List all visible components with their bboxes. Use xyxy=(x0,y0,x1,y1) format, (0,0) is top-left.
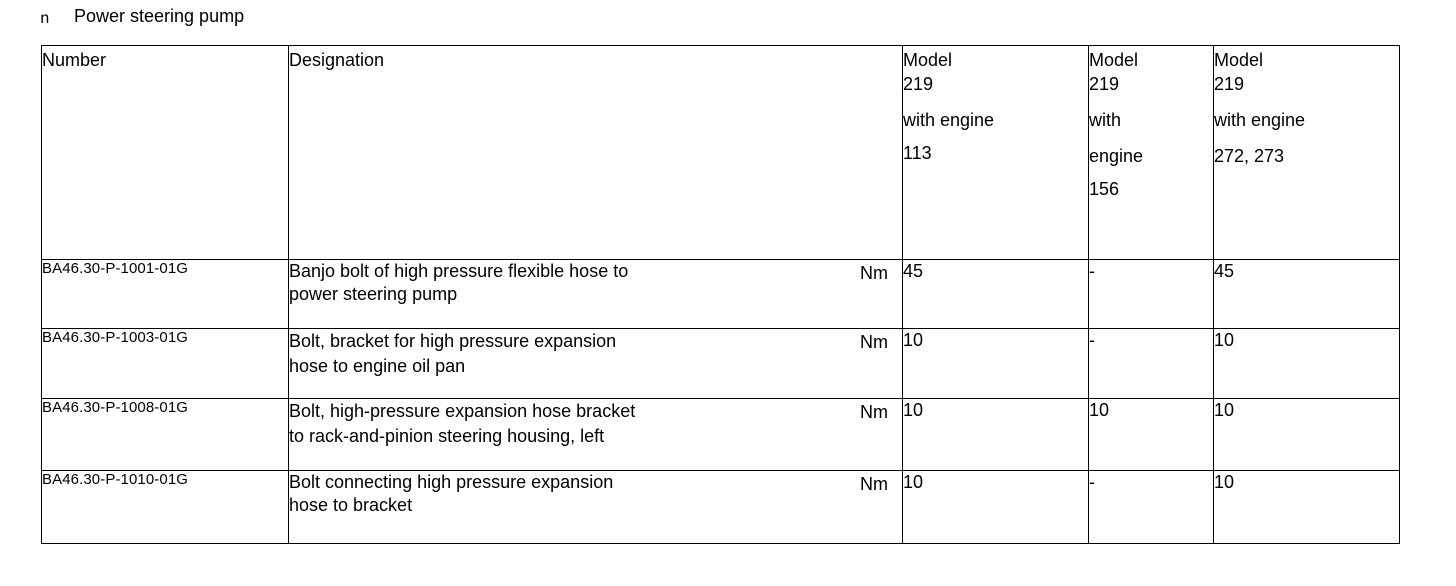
header-model-3: Model 219 with engine 272, 273 xyxy=(1214,46,1400,260)
section-title: Power steering pump xyxy=(74,5,245,26)
table-row xyxy=(42,399,1400,471)
value-model-1: 45 xyxy=(903,260,1089,329)
header-number: Number xyxy=(42,46,289,260)
header-designation: Designation xyxy=(289,46,903,260)
row-designation: Bolt connecting high pressure expansion hose to bracket Nm xyxy=(289,471,903,544)
value-model-1: 10 xyxy=(903,329,1089,399)
value-model-2: 10 xyxy=(1089,399,1214,471)
row-designation: Bolt, bracket for high pressure expansion hose to engine oil pan Nm xyxy=(289,329,903,399)
section-heading xyxy=(40,4,244,28)
value-model-1: 10 xyxy=(903,471,1089,544)
table-row xyxy=(42,471,1400,544)
row-designation: Bolt, high-pressure expansion hose bracket to rack-and-pinion steering housing, left Nm xyxy=(289,399,903,471)
value-model-2: - xyxy=(1089,471,1214,544)
header-model-1: Model 219 with engine 113 xyxy=(903,46,1089,260)
header-model-2: Model 219 with engine 156 xyxy=(1089,46,1214,260)
unit-label: Nm xyxy=(860,402,888,422)
unit-label: Nm xyxy=(860,332,888,352)
unit-label: Nm xyxy=(860,263,888,283)
torque-spec-table xyxy=(41,45,1400,544)
value-model-3: 10 xyxy=(1214,471,1400,544)
unit-label: Nm xyxy=(860,474,888,494)
row-number: BA46.30-P-1008-01G xyxy=(42,399,289,471)
row-number: BA46.30-P-1010-01G xyxy=(42,471,289,544)
value-model-3: 10 xyxy=(1214,399,1400,471)
value-model-2: - xyxy=(1089,329,1214,399)
value-model-3: 45 xyxy=(1214,260,1400,329)
table-row xyxy=(42,260,1400,329)
row-number: BA46.30-P-1001-01G xyxy=(42,260,289,329)
table-row xyxy=(42,329,1400,399)
row-number: BA46.30-P-1003-01G xyxy=(42,329,289,399)
value-model-3: 10 xyxy=(1214,329,1400,399)
bullet-icon: n xyxy=(40,10,50,28)
table-header-row xyxy=(42,46,1400,260)
row-designation: Banjo bolt of high pressure flexible hose to power steering pump Nm xyxy=(289,260,903,329)
value-model-1: 10 xyxy=(903,399,1089,471)
value-model-2: - xyxy=(1089,260,1214,329)
